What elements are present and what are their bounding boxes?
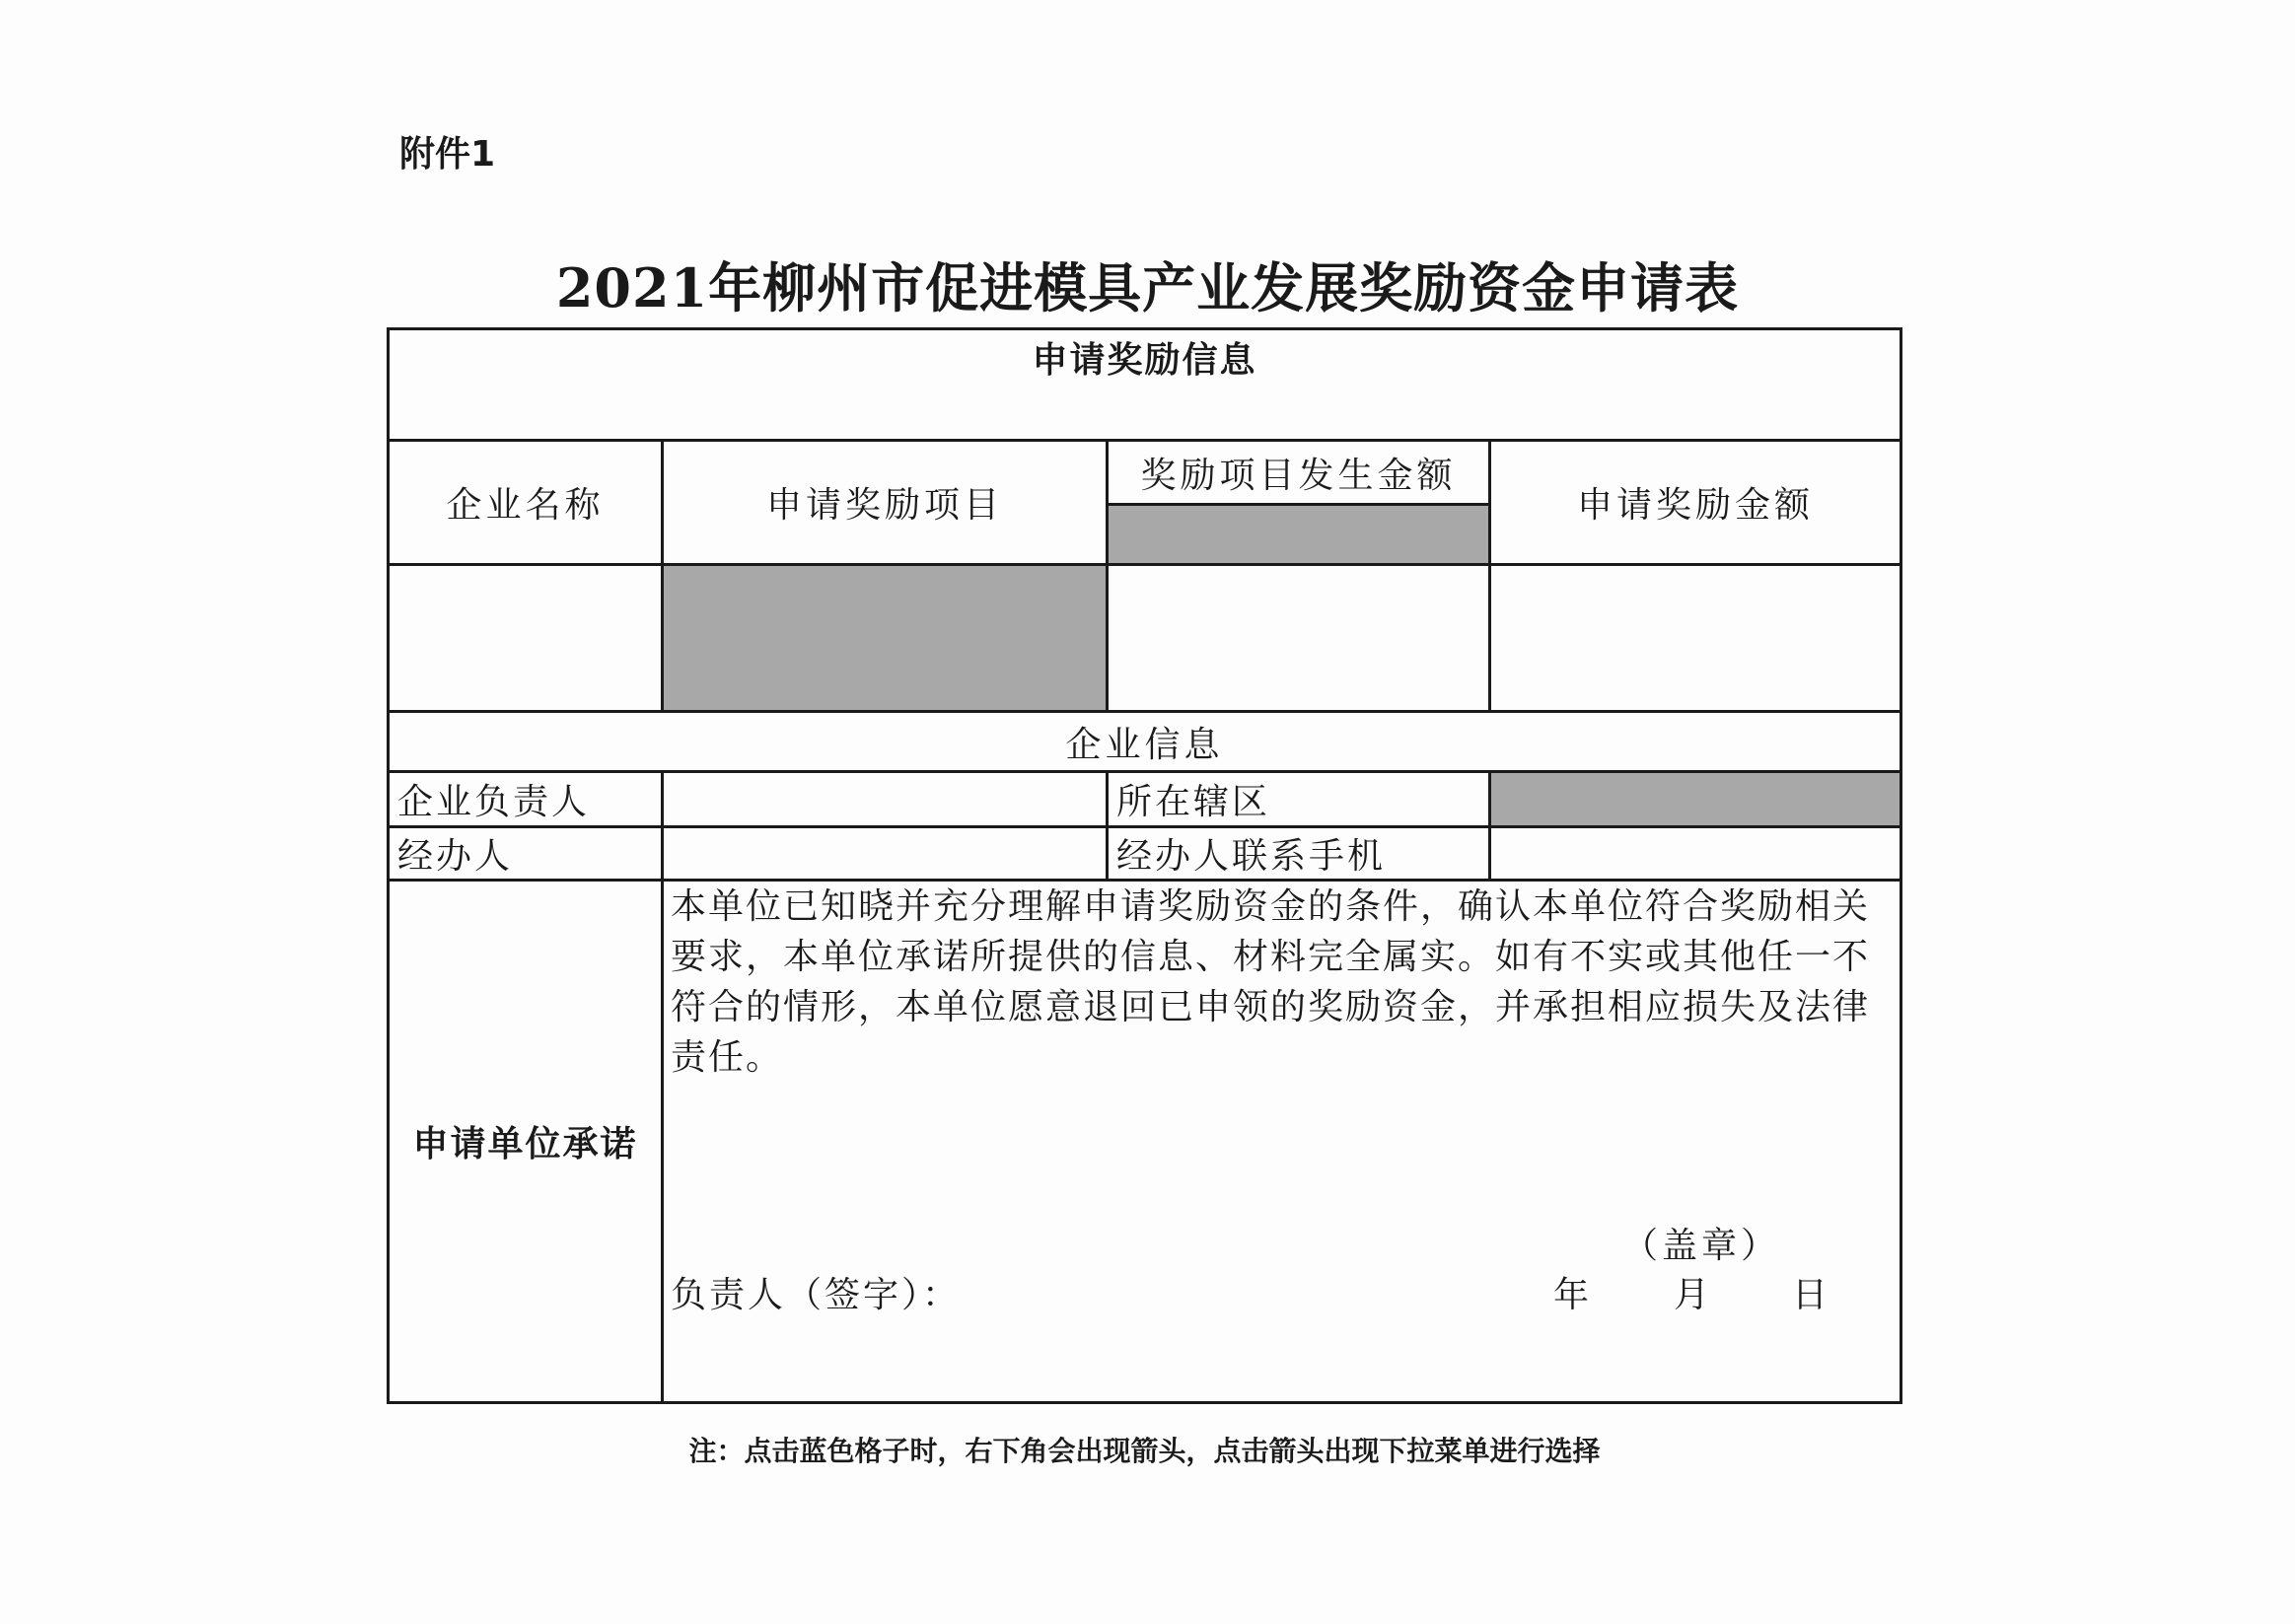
company-name-input[interactable] xyxy=(390,566,661,710)
footnote: 注：点击蓝色格子时，右下角会出现箭头，点击箭头出现下拉菜单进行选择 xyxy=(688,1435,1601,1467)
signer-label: 负责人（签字）： xyxy=(671,1275,962,1315)
project-amount-select[interactable] xyxy=(1109,506,1488,563)
reward-info-header: 申请奖励信息 xyxy=(1032,339,1257,381)
pledge-text: 本单位已知晓并充分理解申请奖励资金的条件，确认本单位符合奖励相关要求，本单位承诺所提供的信息、材料完全属实。如有不实或其他任一不符合的情形，本单位愿意退回已申领的奖励资金，并承担相应损失及法律责任。 xyxy=(671,886,1871,1078)
seal-label: （盖章） xyxy=(1622,1226,1781,1266)
date-day: 日 xyxy=(1792,1275,1829,1315)
handler-phone-input[interactable] xyxy=(1491,828,1900,879)
reward-amount-header: 申请奖励金额 xyxy=(1576,485,1814,526)
pledge-label: 申请单位承诺 xyxy=(412,1123,638,1165)
handler-label: 经办人 xyxy=(397,836,514,877)
reward-project-select[interactable] xyxy=(664,566,1106,710)
date-month: 月 xyxy=(1674,1275,1710,1315)
attachment-label: 附件1 xyxy=(399,134,496,175)
project-amount-input[interactable] xyxy=(1109,566,1488,710)
company-name-header: 企业名称 xyxy=(446,485,605,526)
handler-phone-label: 经办人联系手机 xyxy=(1116,836,1387,877)
project-amount-header: 奖励项目发生金额 xyxy=(1140,455,1457,496)
district-select[interactable] xyxy=(1491,773,1900,825)
document-title: 2021年柳州市促进模具产业发展奖励资金申请表 xyxy=(555,256,1740,319)
reward-project-header: 申请奖励项目 xyxy=(765,485,1003,526)
company-head-input[interactable] xyxy=(664,773,1106,825)
company-info-header: 企业信息 xyxy=(1065,724,1224,765)
handler-input[interactable] xyxy=(664,828,1106,879)
district-label: 所在辖区 xyxy=(1116,782,1271,822)
application-form xyxy=(387,327,1902,1404)
date-year: 年 xyxy=(1553,1275,1590,1315)
company-head-label: 企业负责人 xyxy=(397,782,591,822)
reward-amount-input[interactable] xyxy=(1491,566,1900,710)
